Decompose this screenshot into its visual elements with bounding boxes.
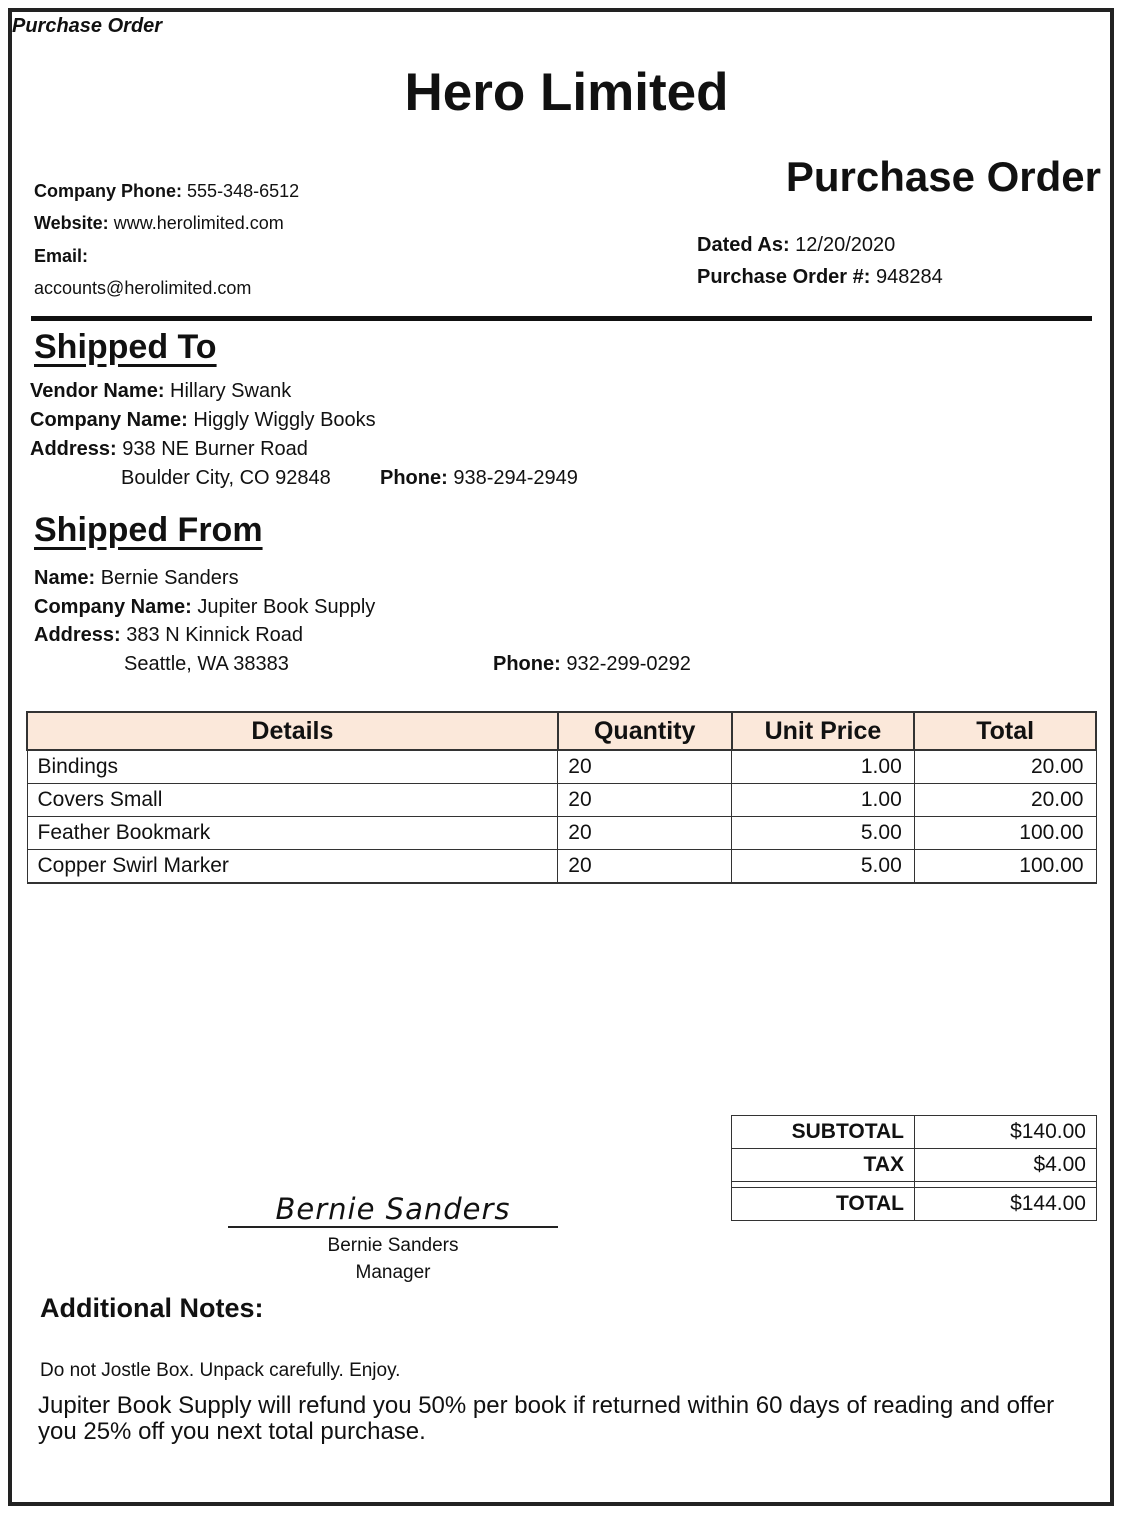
header-divider [31, 316, 1092, 321]
shipped-to-address-line1: 938 NE Burner Road [122, 438, 308, 460]
table-row [27, 784, 1096, 817]
company-email-value: accounts@herolimited.com [34, 278, 252, 298]
totals-table [731, 1115, 1097, 1221]
signer-title: Manager [355, 1262, 431, 1283]
dated-as-value: 12/20/2020 [795, 234, 896, 256]
total-label: TOTAL [732, 1188, 915, 1221]
table-row [27, 750, 1096, 784]
shipped-from-company-label: Company Name: [34, 596, 192, 618]
dated-as-label: Dated As: [697, 234, 790, 256]
company-phone-label: Company Phone: [34, 181, 183, 201]
shipped-from-phone [493, 653, 691, 676]
tax-row [732, 1149, 1097, 1182]
item-details: Feather Bookmark [27, 817, 558, 850]
shipped-to-address [30, 438, 308, 461]
signature-line [228, 1226, 558, 1228]
subtotal-label: SUBTOTAL [732, 1116, 915, 1149]
shipped-from-address-label: Address: [34, 624, 121, 646]
shipped-to-phone-value: 938-294-2949 [453, 467, 578, 489]
po-number-value: 948284 [875, 266, 943, 288]
shipped-to-address-line2: Boulder City, CO 92848 [121, 467, 331, 489]
items-header-row [27, 712, 1096, 750]
shipped-from-company-value: Jupiter Book Supply [197, 596, 376, 618]
shipped-from-heading: Shipped From [34, 511, 263, 549]
subtotal-row [732, 1116, 1097, 1149]
note-line-2: Jupiter Book Supply will refund you 50% per book if returned within 60 days of reading and offer you 25% off you next total purchase. [38, 1392, 1055, 1445]
shipped-to-heading: Shipped To [34, 328, 217, 366]
shipped-from-name [34, 567, 239, 590]
shipped-to-company-label: Company Name: [30, 409, 188, 431]
tax-value: $4.00 [915, 1149, 1097, 1182]
notes-heading: Additional Notes: [40, 1293, 264, 1323]
shipped-to-company-value: Higgly Wiggly Books [193, 409, 376, 431]
item-unit-price: 1.00 [732, 784, 915, 817]
shipped-to-phone-label: Phone: [380, 467, 448, 489]
item-details: Copper Swirl Marker [27, 850, 558, 884]
item-total: 100.00 [914, 850, 1096, 884]
item-unit-price: 5.00 [732, 850, 915, 884]
company-phone [34, 181, 299, 202]
table-row [27, 850, 1096, 884]
item-quantity: 20 [558, 850, 732, 884]
shipped-from-name-label: Name: [34, 567, 96, 589]
shipped-to-vendor [30, 380, 291, 403]
shipped-from-name-value: Bernie Sanders [100, 567, 239, 589]
item-quantity: 20 [558, 784, 732, 817]
shipped-from-address-line1: 383 N Kinnick Road [126, 624, 304, 646]
company-email-label: Email: [34, 246, 89, 266]
shipped-from-phone-value: 932-299-0292 [566, 653, 691, 675]
shipped-to-phone [380, 467, 578, 490]
note-line-1: Do not Jostle Box. Unpack carefully. Enjoy. [40, 1360, 401, 1381]
company-website-value: www.herolimited.com [113, 213, 284, 233]
header-quantity: Quantity [558, 712, 732, 750]
shipped-from-phone-label: Phone: [493, 653, 561, 675]
item-unit-price: 1.00 [732, 750, 915, 784]
shipped-to-company [30, 409, 376, 432]
total-value: $144.00 [915, 1188, 1097, 1221]
item-total: 20.00 [914, 784, 1096, 817]
po-number [697, 266, 943, 289]
item-quantity: 20 [558, 750, 732, 784]
total-row [732, 1188, 1097, 1221]
company-website [34, 213, 284, 234]
items-table [26, 711, 1097, 884]
vendor-value: Hillary Swank [170, 380, 292, 402]
shipped-from-address [34, 624, 303, 647]
signature: Bernie Sanders [275, 1192, 511, 1226]
company-website-label: Website: [34, 213, 109, 233]
item-total: 20.00 [914, 750, 1096, 784]
table-row [27, 817, 1096, 850]
shipped-from-company [34, 596, 375, 619]
vendor-label: Vendor Name: [30, 380, 165, 402]
header-total: Total [914, 712, 1096, 750]
header-details: Details [27, 712, 558, 750]
shipped-from-address-line2: Seattle, WA 38383 [124, 653, 289, 675]
dated-as [697, 234, 895, 257]
item-total: 100.00 [914, 817, 1096, 850]
item-quantity: 20 [558, 817, 732, 850]
item-unit-price: 5.00 [732, 817, 915, 850]
shipped-to-address-label: Address: [30, 438, 117, 460]
company-phone-value: 555-348-6512 [187, 181, 300, 201]
item-details: Covers Small [27, 784, 558, 817]
item-details: Bindings [27, 750, 558, 784]
signer-name: Bernie Sanders [327, 1235, 459, 1256]
document-title: Purchase Order [785, 153, 1101, 200]
po-number-label: Purchase Order #: [697, 266, 871, 288]
tax-label: TAX [732, 1149, 915, 1182]
company-name: Hero Limited [404, 63, 729, 122]
subtotal-value: $140.00 [915, 1116, 1097, 1149]
header-unit-price: Unit Price [732, 712, 915, 750]
corner-label: Purchase Order [12, 15, 163, 37]
